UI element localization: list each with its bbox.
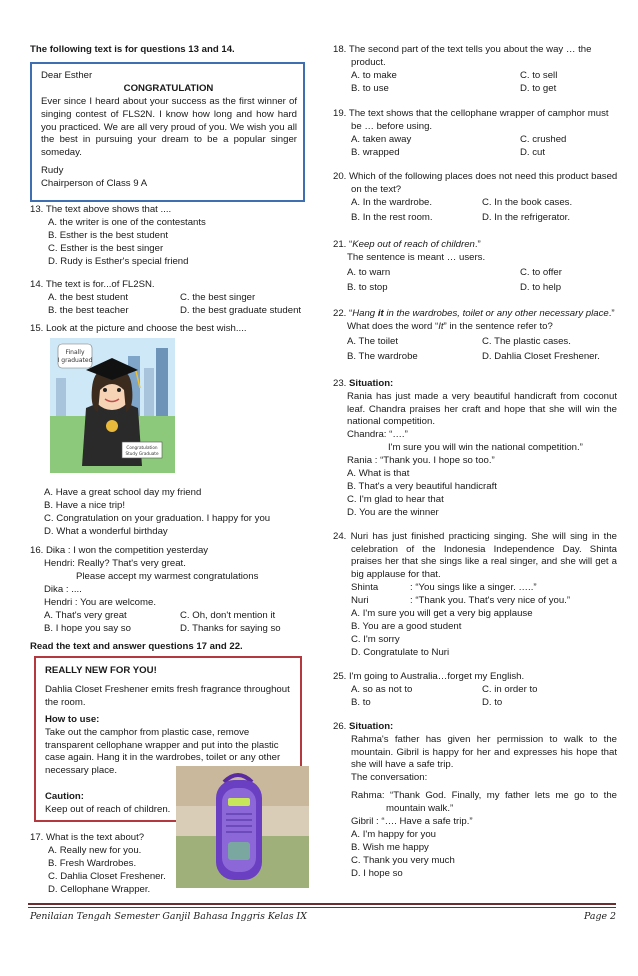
q24-option-b: B. You are a good student: [351, 621, 462, 632]
q26-option-b: B. Wish me happy: [351, 842, 429, 853]
q26-stem: 26. Situation:: [333, 721, 394, 732]
q22-stem: 22. “Hang it in the wardrobes, toilet or any other necessary place.”: [333, 308, 615, 319]
svg-text:Finally: Finally: [65, 349, 85, 356]
q18-option-a: A. to make: [351, 70, 397, 81]
footer-rule-thick: [28, 903, 616, 905]
ad-body: Dahlia Closet Freshener emits fresh fragrance throughout the room.: [45, 684, 290, 708]
q22-option-b: B. The wardrobe: [347, 351, 418, 362]
q15-option-c: C. Congratulation on your graduation. I happy for you: [44, 513, 271, 524]
letter-title: CONGRATULATION: [123, 83, 214, 94]
q14-option-c: C. the best singer: [180, 292, 256, 303]
q26-option-d: D. I hope so: [351, 868, 403, 879]
q18-line-1: 18. The second part of the text tells you about the way … the: [333, 44, 592, 55]
q22-option-c: C. The plastic cases.: [482, 336, 571, 347]
q23-chandra-2: I'm sure you will win the national competition.”: [388, 442, 583, 453]
q23-rania: Rania : “Thank you. I hope so too.”: [347, 455, 495, 466]
graduation-cartoon: [50, 338, 175, 473]
q26-option-a: A. I'm happy for you: [351, 829, 437, 840]
q20-option-c: C. In the book cases.: [482, 197, 573, 208]
ad-headline: REALLY NEW FOR YOU!: [45, 665, 157, 676]
q14-option-d: D. the best graduate student: [180, 305, 302, 316]
q23-option-a: A. What is that: [347, 468, 410, 479]
q16-line-2: Hendri: Really? That's very great.: [44, 558, 186, 569]
q21-stem: 21. “Keep out of reach of children.”: [333, 239, 481, 250]
ad-howto-body: Take out the camphor from plastic case, remove transparent cellophane wrapper and put into the plastic case again. Hang it in the wardrobes, toilet or any other necessary place.: [45, 727, 281, 776]
q13-stem: 13. The text above shows that ....: [30, 204, 172, 215]
q15-option-a: A. Have a great school day my friend: [44, 487, 202, 498]
q13-option-a: A. the writer is one of the contestants: [48, 217, 206, 228]
ad-caution-title: Caution:: [45, 791, 84, 802]
footer-rule-thin: [28, 907, 616, 908]
q22-line-2: What does the word “It” in the sentence refer to?: [347, 321, 553, 332]
q23-stem: 23. Situation:: [333, 378, 394, 389]
q25-option-b: B. to: [351, 697, 371, 708]
q16-option-b: B. I hope you say so: [44, 623, 131, 634]
q20-option-a: A. In the wardrobe.: [351, 197, 433, 208]
q18-line-2: product.: [351, 57, 386, 68]
page-number: Page 2: [584, 911, 616, 922]
q25-option-c: C. in order to: [482, 684, 538, 695]
q16-option-a: A. That's very great: [44, 610, 127, 621]
q15-option-d: D. What a wonderful birthday: [44, 526, 168, 537]
q26-conversation-label: The conversation:: [351, 772, 428, 783]
q13-option-b: B. Esther is the best student: [48, 230, 168, 241]
q21-option-a: A. to warn: [347, 267, 391, 278]
q26-rahma-1: Rahma: “Thank God. Finally, my father lets me go to the: [351, 790, 617, 801]
q26-situation: Rahma's father has given her permission to walk to the mountain. Gibril is happy for her and expresses his hope that she will have a safe trip.: [351, 734, 617, 771]
q18-option-c: C. to sell: [520, 70, 558, 81]
q16-line-4: Dika : ....: [44, 584, 82, 595]
q25-option-d: D. to: [482, 697, 503, 708]
letter-greeting: Dear Esther: [41, 70, 93, 81]
q14-stem: 14. The text is for...of FL2SN.: [30, 279, 155, 290]
q22-option-d: D. Dahlia Closet Freshener.: [482, 351, 600, 362]
intro-17-22: Read the text and answer questions 17 and 22.: [30, 641, 243, 652]
q26-option-c: C. Thank you very much: [351, 855, 455, 866]
q14-option-b: B. the best teacher: [48, 305, 129, 316]
q24-option-a: A. I'm sure you will get a very big applause: [351, 608, 533, 619]
q16-line-3: Please accept my warmest congratulations: [76, 571, 259, 582]
q18-option-b: B. to use: [351, 83, 389, 94]
q13-option-c: C. Esther is the best singer: [48, 243, 164, 254]
letter-sign-role: Chairperson of Class 9 A: [41, 178, 148, 189]
q23-option-c: C. I'm glad to hear that: [347, 494, 444, 505]
q23-chandra-1: Chandra: “….”: [347, 429, 408, 440]
svg-text:I graduated: I graduated: [57, 357, 93, 364]
q19-option-a: A. taken away: [351, 134, 412, 145]
q23-situation: Rania has just made a very beautiful handicraft from coconut leaf. Chandra praises her craft and hope that she will win the national competition.: [347, 391, 617, 428]
q17-option-b: B. Fresh Wardrobes.: [48, 858, 137, 869]
q24-nuri-line: : “Thank you. That's very nice of you.”: [410, 595, 571, 606]
q20-option-d: D. In the refrigerator.: [482, 212, 570, 223]
q16-option-d: D. Thanks for saying so: [180, 623, 281, 634]
q21-option-d: D. to help: [520, 282, 562, 293]
q20-line-1: 20. Which of the following places does not need this product based: [333, 171, 618, 182]
q17-option-c: C. Dahlia Closet Freshener.: [48, 871, 166, 882]
q26-gibril: Gibril : “…. Have a safe trip.”: [351, 816, 473, 827]
q17-option-a: A. Really new for you.: [48, 845, 142, 856]
q18-option-d: D. to get: [520, 83, 557, 94]
svg-text:Congratulation: Congratulation: [126, 445, 158, 450]
q23-option-d: D. You are the winner: [347, 507, 439, 518]
q17-option-d: D. Cellophane Wrapper.: [48, 884, 151, 895]
q21-option-c: C. to offer: [520, 267, 562, 278]
q26-rahma-2: mountain walk.”: [386, 803, 454, 814]
q20-option-b: B. In the rest room.: [351, 212, 433, 223]
q20-line-2: on the text?: [351, 184, 402, 195]
q19-option-d: D. cut: [520, 147, 546, 158]
q17-stem: 17. What is the text about?: [30, 832, 145, 843]
q15-option-b: B. Have a nice trip!: [44, 500, 126, 511]
intro-13-14: The following text is for questions 13 and 14.: [30, 44, 235, 55]
footer-title: Penilaian Tengah Semester Ganjil Bahasa Inggris Kelas IX: [30, 911, 307, 922]
q24-situation: 24. Nuri has just finished practicing singing. She will sing in the celebration of the Indonesia Independence Day. Shinta praises her that she sings like a real singer, and she will get a big applause for that.: [333, 531, 617, 580]
q16-option-c: C. Oh, don't mention it: [180, 610, 276, 621]
q19-line-1: 19. The text shows that the cellophane wrapper of camphor must: [333, 108, 609, 119]
q24-option-d: D. Congratulate to Nuri: [351, 647, 450, 658]
ad-howto-title: How to use:: [45, 714, 100, 725]
q24-shinta-name: Shinta: [351, 582, 379, 593]
q19-line-2: be … before using.: [351, 121, 433, 132]
q23-option-b: B. That's a very beautiful handicraft: [347, 481, 497, 492]
q24-option-c: C. I'm sorry: [351, 634, 400, 645]
svg-text:Study Graduate: Study Graduate: [125, 451, 159, 456]
q16-line-1: 16. Dika : I won the competition yesterday: [30, 545, 209, 556]
q24-shinta-line: : “You sings like a singer. …..”: [410, 582, 537, 593]
q19-option-c: C. crushed: [520, 134, 567, 145]
q21-line-2: The sentence is meant … users.: [347, 252, 486, 263]
q14-option-a: A. the best student: [48, 292, 129, 303]
letter-body: Ever since I heard about your success as the first winner of singing contest of FLS2N. I know how long and how hard you practiced. We are all very proud of you. We wish you all the best in pursuing your dream to be a popular singer someday.: [41, 96, 297, 159]
q25-stem: 25. I'm going to Australia…forget my English.: [333, 671, 525, 682]
q24-nuri-name: Nuri: [351, 595, 369, 606]
q15-stem: 15. Look at the picture and choose the best wish....: [30, 323, 247, 334]
q25-option-a: A. so as not to: [351, 684, 413, 695]
q19-option-b: B. wrapped: [351, 147, 400, 158]
q22-option-a: A. The toilet: [347, 336, 399, 347]
q16-line-5: Hendri : You are welcome.: [44, 597, 156, 608]
q13-option-d: D. Rudy is Esther's special friend: [48, 256, 189, 267]
ad-caution-body: Keep out of reach of children.: [45, 804, 171, 815]
q21-option-b: B. to stop: [347, 282, 388, 293]
letter-sign-name: Rudy: [41, 165, 64, 176]
product-photo: [176, 766, 309, 888]
